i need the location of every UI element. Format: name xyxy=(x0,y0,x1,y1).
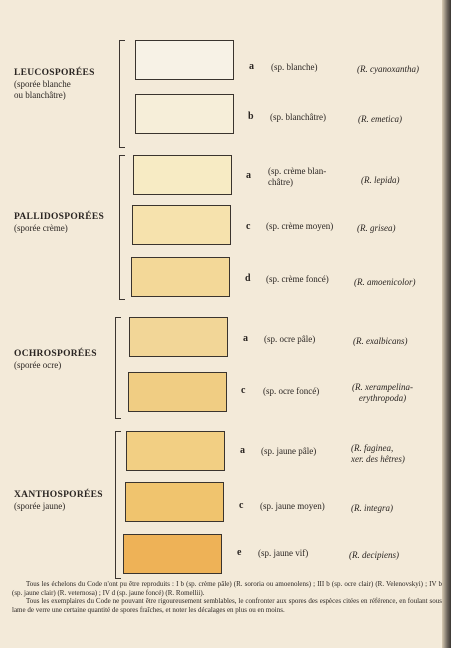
row-letter: c xyxy=(246,221,251,232)
row-letter: a xyxy=(249,61,254,72)
group-pallidosporees xyxy=(14,212,104,234)
row-letter: a xyxy=(240,445,245,456)
row-species: (R. emetica) xyxy=(358,114,402,124)
row-description: (sp. ocre pâle) xyxy=(264,334,316,344)
color-swatch xyxy=(135,94,234,134)
color-swatch xyxy=(135,40,234,80)
group-subtitle: (sporée blanche ou blanchâtre) xyxy=(14,79,71,100)
row-species: (R. decipiens) xyxy=(349,550,399,560)
row-description: (sp. jaune moyen) xyxy=(260,501,325,511)
group-leucosporees xyxy=(14,68,95,101)
color-swatch xyxy=(132,205,231,245)
row-letter: d xyxy=(245,273,251,284)
group-name: XANTHOSPORÉES xyxy=(14,490,103,500)
color-swatch xyxy=(128,372,227,412)
color-swatch xyxy=(125,482,224,522)
color-swatch xyxy=(133,155,232,195)
row-description: (sp. ocre foncé) xyxy=(263,386,320,396)
color-swatch xyxy=(126,431,225,471)
group-xanthosporees xyxy=(14,490,103,512)
group-name: LEUCOSPORÉES xyxy=(14,68,95,78)
row-letter: e xyxy=(237,547,242,558)
group-ochrosporees xyxy=(14,349,97,371)
color-swatch xyxy=(131,257,230,297)
row-description: (sp. crème moyen) xyxy=(266,221,334,231)
row-description: (sp. jaune pâle) xyxy=(261,446,317,456)
bracket-leucosporees xyxy=(119,40,125,148)
row-species: (R. grisea) xyxy=(357,223,396,233)
row-description: (sp. blanchâtre) xyxy=(270,112,326,122)
row-letter: c xyxy=(239,500,244,511)
bracket-pallidosporees xyxy=(119,155,125,300)
row-species: (R. amoenicolor) xyxy=(354,277,416,287)
row-species: (R. faginea, xer. des hêtres) xyxy=(351,443,405,464)
group-subtitle: (sporée jaune) xyxy=(14,501,66,511)
group-subtitle: (sporée crème) xyxy=(14,223,68,233)
row-description: (sp. jaune vif) xyxy=(258,548,309,558)
group-name: PALLIDOSPORÉES xyxy=(14,212,105,222)
row-species: (R. lepida) xyxy=(361,175,400,185)
row-species: (R. exalbicans) xyxy=(353,336,408,346)
row-letter: a xyxy=(243,333,248,344)
page-edge-shadow xyxy=(442,0,451,648)
row-description: (sp. crème foncé) xyxy=(266,274,329,284)
row-letter: b xyxy=(248,111,254,122)
bracket-ochrosporees xyxy=(115,317,121,419)
group-subtitle: (sporée ocre) xyxy=(14,360,62,370)
row-description: (sp. crème blan- châtre) xyxy=(268,166,327,187)
color-swatch xyxy=(129,317,228,357)
footer-notes xyxy=(12,580,442,614)
row-letter: c xyxy=(241,385,246,396)
row-description: (sp. blanche) xyxy=(271,62,318,72)
group-name: OCHROSPORÉES xyxy=(14,349,97,359)
row-species: (R. cyanoxantha) xyxy=(357,64,419,74)
footer-paragraph: Tous les exemplaires du Code ne pouvant être rigoureusement semblables, le confronter aux spores des espèces citées en référence, en foulant sous lame de verre une certaine quantité de spores fraîches, et noter les décalages en plus ou en moins. xyxy=(12,597,442,614)
bracket-xanthosporees xyxy=(115,431,121,579)
row-species: (R. integra) xyxy=(351,503,393,513)
color-swatch xyxy=(123,534,222,574)
row-letter: a xyxy=(246,170,251,181)
footer-paragraph: Tous les échelons du Code n'ont pu être reproduits : I b (sp. crème pâle) (R. sororia ou amoenolens) ; III b (sp. ocre clair) (R. Velenovskyi) ; IV b (sp. jaune clair) (R. veternosa) ; IV d (sp. jaune foncé) (R. Romellii). xyxy=(12,580,442,597)
row-species: (R. xerampelina- erythropoda) xyxy=(352,382,413,403)
